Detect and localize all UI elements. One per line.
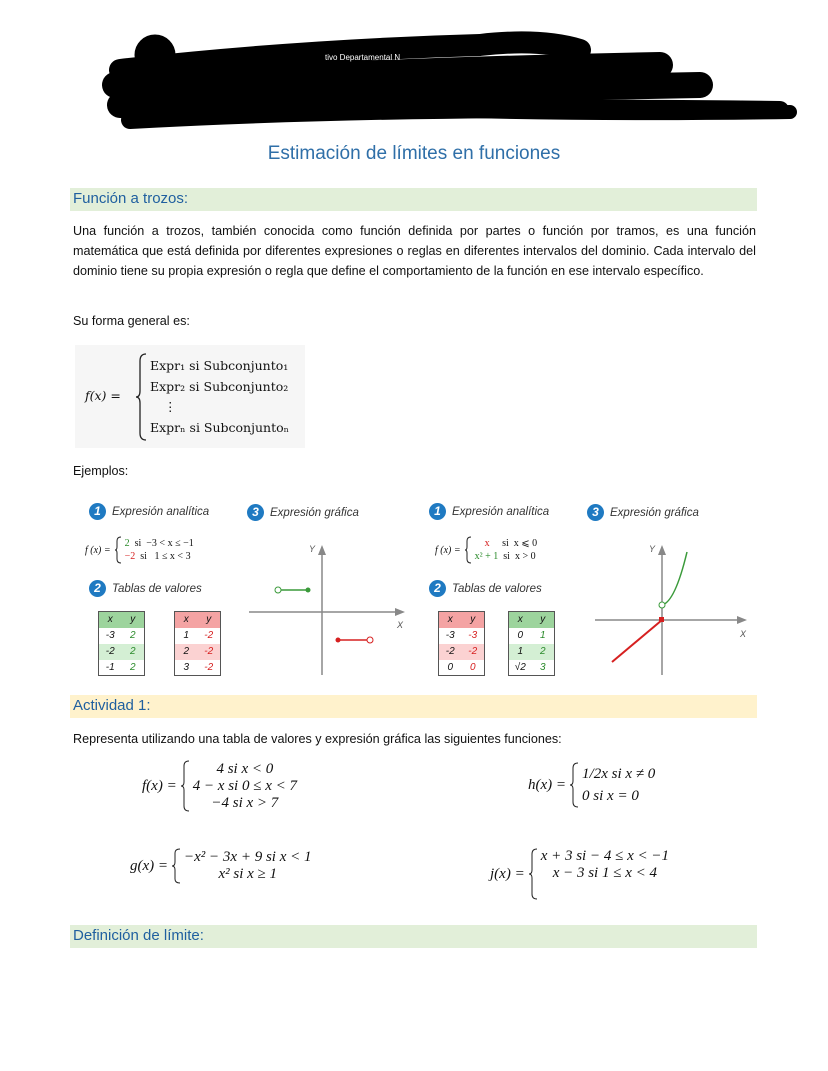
example-1 [85, 500, 415, 680]
function-h: h(x) = 1/2x si x ≠ 0 0 si x = 0 [528, 762, 655, 808]
brace-icon [135, 353, 147, 441]
page-title: Estimación de límites en funciones [267, 143, 561, 164]
y-axis-label: Y [649, 544, 656, 554]
values-table-red: x y 1 -2 2 -2 3 -2 [174, 611, 221, 676]
brace-icon [180, 760, 190, 812]
function-lhs: h(x) = [528, 776, 567, 793]
x-axis-label: X [397, 620, 404, 630]
section-heading-piecewise: Función a trozos: [70, 188, 757, 211]
analytic-expression: f (x) = x si x ⩽ 0 x² + 1 si x > 0 [435, 538, 538, 562]
general-form-formula [75, 345, 305, 448]
function-lhs: f(x) = [142, 777, 177, 794]
graph [595, 540, 755, 680]
heading-graphic: 3 Expresión gráfica [247, 504, 359, 521]
heading-analytic: 1 Expresión analítica [89, 503, 209, 520]
function-lhs: j(x) = [490, 865, 525, 882]
heading-tables: 2 Tablas de valores [89, 580, 202, 597]
formula-row: Expr₂ si Subconjunto₂ [150, 379, 289, 394]
function-lhs: g(x) = [130, 857, 169, 874]
formula-row: ⋮ [164, 399, 177, 414]
brace-icon [569, 762, 579, 808]
activity-instructions: Representa utilizando una tabla de valores y expresión gráfica las siguientes funciones: [73, 732, 562, 746]
graph [245, 540, 410, 680]
values-table-green: x y -3 2 -2 2 -1 2 [98, 611, 145, 676]
brace-icon [171, 848, 181, 884]
section-heading-activity: Actividad 1: [70, 695, 757, 718]
heading-tables: 2 Tablas de valores [429, 580, 542, 597]
formula-lhs: f(x) = [85, 388, 121, 403]
brace-icon [528, 848, 538, 900]
examples-label: Ejemplos: [73, 464, 129, 478]
function-j: j(x) = x + 3 si − 4 ≤ x < −1 x − 3 si 1 ≤ x < 4 [490, 848, 669, 900]
brace-icon [114, 536, 122, 564]
brace-icon [464, 536, 472, 564]
x-axis-label: X [740, 629, 747, 639]
values-table-green: x y 0 1 1 2 √2 3 [508, 611, 555, 676]
formula-row: Exprₙ si Subconjuntoₙ [150, 420, 290, 435]
example-2 [425, 500, 755, 680]
values-table-red: x y -3 -3 -2 -2 0 0 [438, 611, 485, 676]
intro-paragraph: Una función a trozos, también conocida como función definida por partes o función por tramos, es una función matemática que está definida por diferentes expresiones o reglas en diferentes intervalos del dominio. Cada intervalo del dominio tiene su propia expresión o regla que define el comportamiento de la función en ese intervalo específico. [73, 224, 756, 278]
analytic-expression: f (x) = 2 si −3 < x ≤ −1 −2 si 1 ≤ x < 3 [85, 538, 194, 562]
function-f: f(x) = 4 si x < 0 4 − x si 0 ≤ x < 7 −4 si x > 7 [142, 760, 297, 811]
header-fragment: tivo Departamental N [325, 53, 401, 62]
general-form-label: Su forma general es: [73, 314, 190, 328]
section-heading-limit-definition: Definición de límite: [70, 925, 757, 948]
heading-graphic: 3 Expresión gráfica [587, 504, 699, 521]
function-g: g(x) = −x² − 3x + 9 si x < 1 x² si x ≥ 1 [130, 849, 312, 882]
heading-analytic: 1 Expresión analítica [429, 503, 549, 520]
y-axis-label: Y [309, 544, 316, 554]
redaction-scribble [100, 30, 800, 140]
formula-row: Expr₁ si Subconjunto₁ [150, 358, 289, 373]
